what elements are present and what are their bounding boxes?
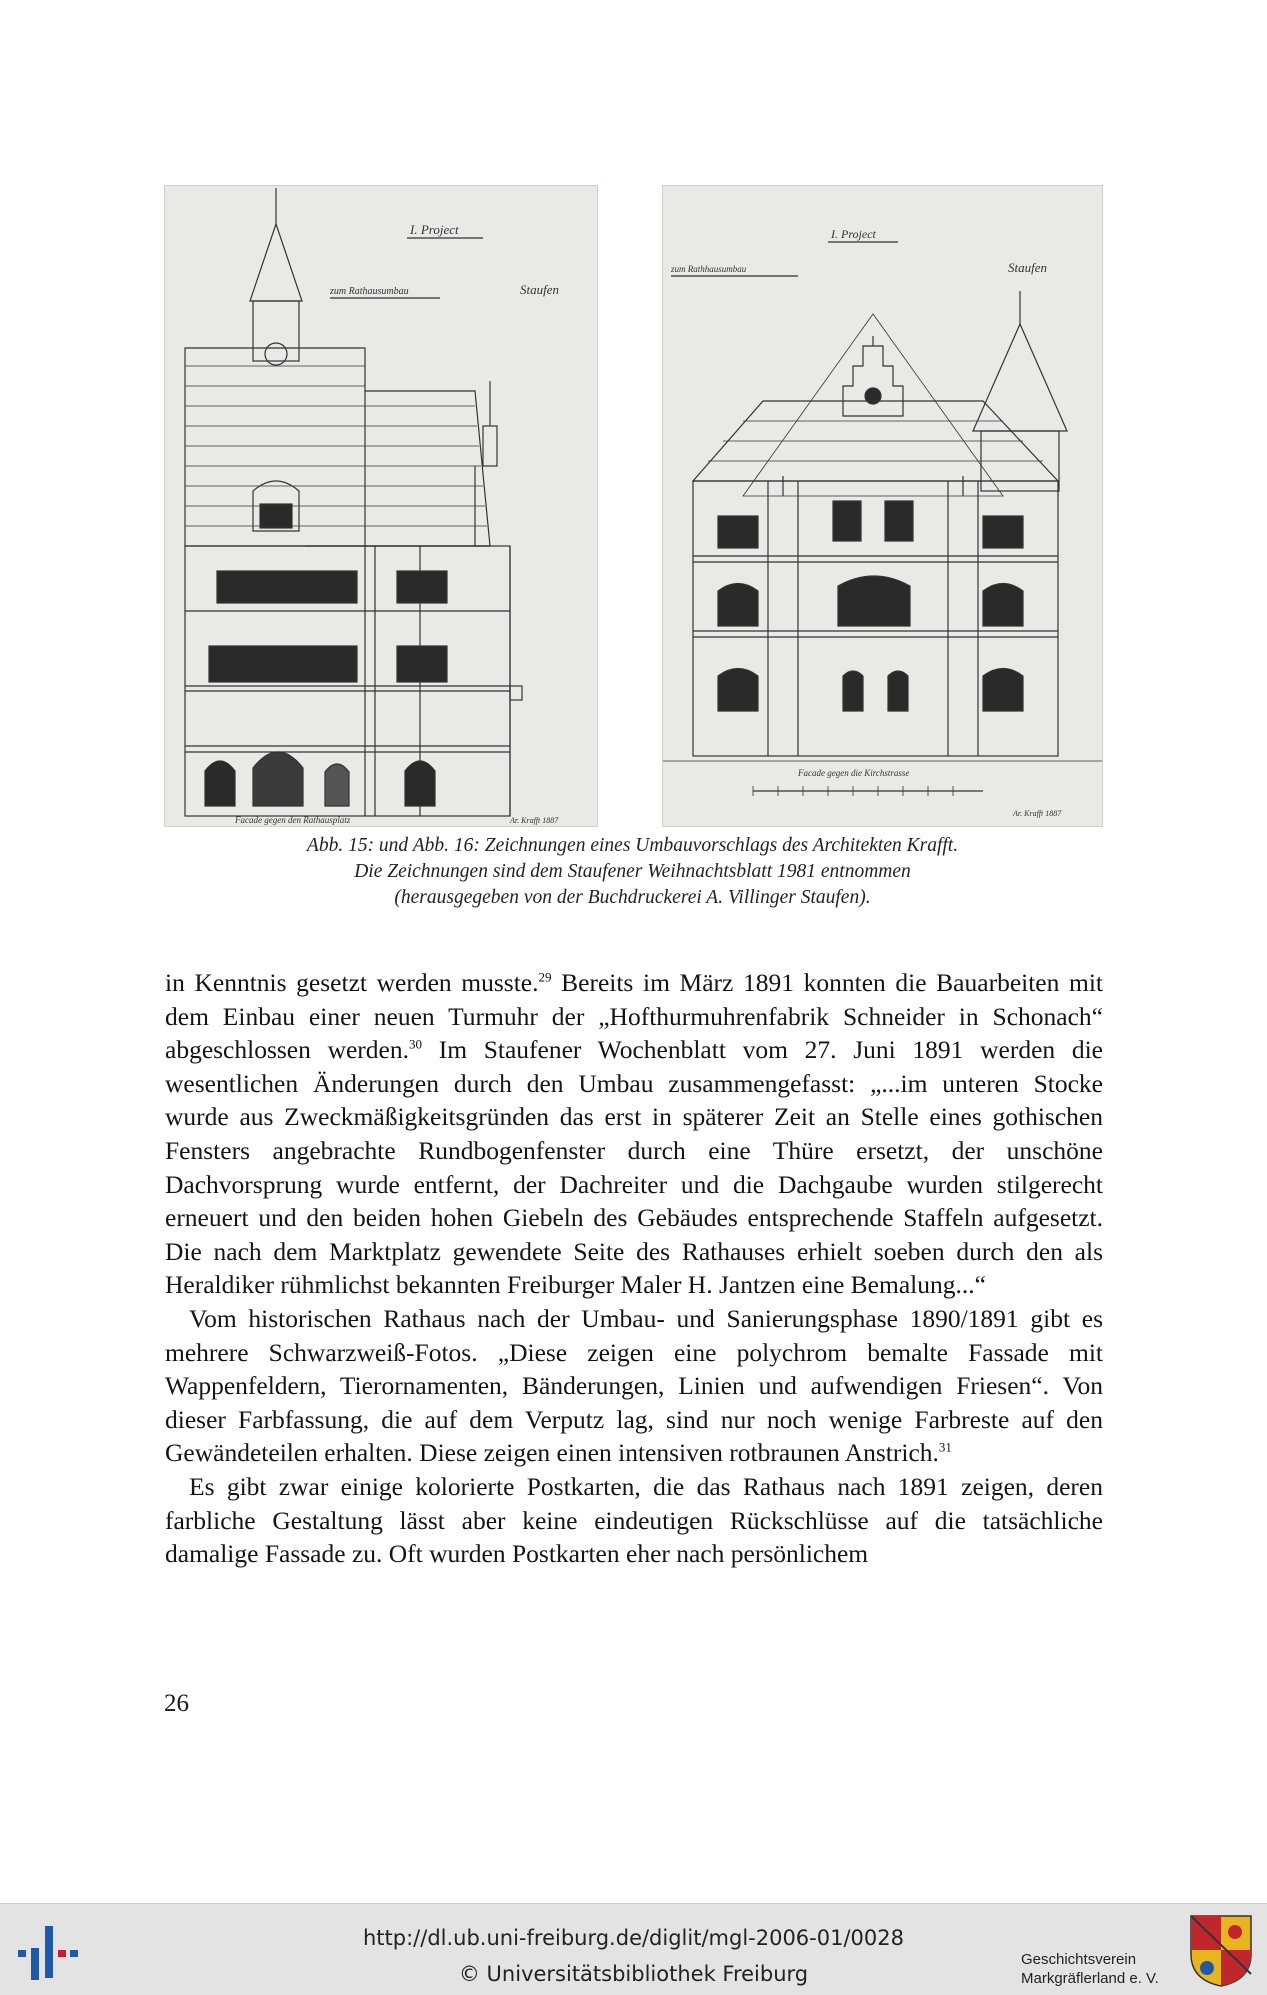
- drawing-subtitle-script: zum Rathhausumbau: [671, 264, 747, 274]
- rathaus-market-facade-drawing: [165, 186, 597, 826]
- drawing-place-script: Staufen: [1008, 260, 1047, 275]
- paragraph: [165, 966, 1103, 1302]
- paragraph-text: Vom historischen Rathaus nach der Umbau- und Sanierungsphase 1890/1891 gibt es mehrere Schwarzweiß-Fotos. „Diese zeigen eine polychrom bemalte Fassade mit Wappenfeldern, Tierornamenten, Bänderungen, Linien und aufwendigen Friesen“. Von dieser Farbfassung, die auf dem Verputz lag, sind nur noch wenige Farbreste auf den Gewändeteilen erhalten. Diese zeigen einen intensiven rotbraunen Anstrich.: [165, 1303, 1103, 1468]
- figure-right-drawing: [662, 185, 1103, 827]
- drawing-signature-script: Ar. Krafft 1887: [510, 816, 559, 825]
- paragraph-text: Im Staufener Wochenblatt vom 27. Juni 1891 werden die wesentlichen Änderungen durch den Umbau zusammengefasst: „...im unteren Stocke wurde aus Zweckmäßigkeitsgründen das erst in späterer Zeit an Stelle eines gothischen Fensters angebrachte Rundbogenfenster durch eine Thüre ersetzt, der unschöne Dachvorsprung wurde entfernt, der Dachreiter und die Dachgaube wurden stilgerecht erneuert und den beiden hohen Giebeln des Gebäudes entsprechende Staffeln aufgesetzt. Die nach dem Marktplatz gewendete Seite des Rathauses erhielt soeben durch den als Heraldiker rühmlichst bekannten Freiburger Maler H. Jantzen eine Bemalung...“: [165, 1035, 1104, 1300]
- drawing-title-script: I. Project: [831, 227, 876, 241]
- caption-line: (herausgegeben von der Buchdruckerei A. Villinger Staufen).: [394, 887, 871, 908]
- page-number: 26: [164, 1690, 189, 1717]
- society-name: [1021, 1950, 1159, 1988]
- footnote-marker: 30: [409, 1036, 422, 1052]
- drawing-subtitle-script: zum Rathausumbau: [330, 286, 409, 297]
- paragraph: [165, 1470, 1103, 1571]
- paragraph-text: in Kenntnis gesetzt werden musste.: [165, 968, 539, 997]
- document-url-link[interactable]: http://dl.ub.uni-freiburg.de/diglit/mgl-2006-01/0028: [362, 1926, 904, 1950]
- society-name-line: Geschichtsverein: [1021, 1951, 1137, 1968]
- rathaus-church-street-facade-drawing: [663, 186, 1102, 826]
- drawing-signature-script: Ar. Krafft 1887: [1013, 809, 1062, 818]
- coat-of-arms-icon: [1189, 1914, 1253, 1988]
- society-name-line: Markgräflerland e. V.: [1021, 1970, 1159, 1987]
- drawing-place-script: Staufen: [520, 282, 559, 297]
- drawing-bottom-script: Facade gegen die Kirchstrasse: [798, 768, 910, 778]
- paragraph-text: Es gibt zwar einige kolorierte Postkarten, die das Rathaus nach 1891 zeigen, deren farbliche Gestaltung lässt aber keine eindeutigen Rückschlüsse auf die tatsächliche damalige Fassade zu. Oft wurden Postkarten eher nach persönlichem: [165, 1471, 1103, 1569]
- figure-left-drawing: [164, 185, 598, 827]
- figure-caption: [164, 833, 1101, 911]
- footnote-marker: 31: [938, 1439, 952, 1455]
- body-text: [165, 966, 1103, 1571]
- paragraph-text: Bereits im März 1891 konnten die Bauarbeiten mit dem Einbau einer neuen Turmuhr der „Hofthurmuhrenfabrik Schneider in Schonach“ abgeschlossen werden.: [165, 968, 1104, 1065]
- footnote-marker: 29: [538, 969, 552, 985]
- viewer-footer: [0, 1903, 1267, 1995]
- caption-line: Die Zeichnungen sind dem Staufener Weihnachtsblatt 1981 entnommen: [354, 861, 911, 882]
- copyright-notice: © Universitätsbibliothek Freiburg: [458, 1962, 809, 1986]
- drawing-title-script: I. Project: [410, 222, 459, 237]
- caption-line: Abb. 15: und Abb. 16: Zeichnungen eines Umbauvorschlags des Architekten Krafft.: [306, 835, 959, 856]
- paragraph: [165, 1302, 1103, 1470]
- drawing-bottom-script: Facade gegen den Rathausplatz: [235, 815, 351, 825]
